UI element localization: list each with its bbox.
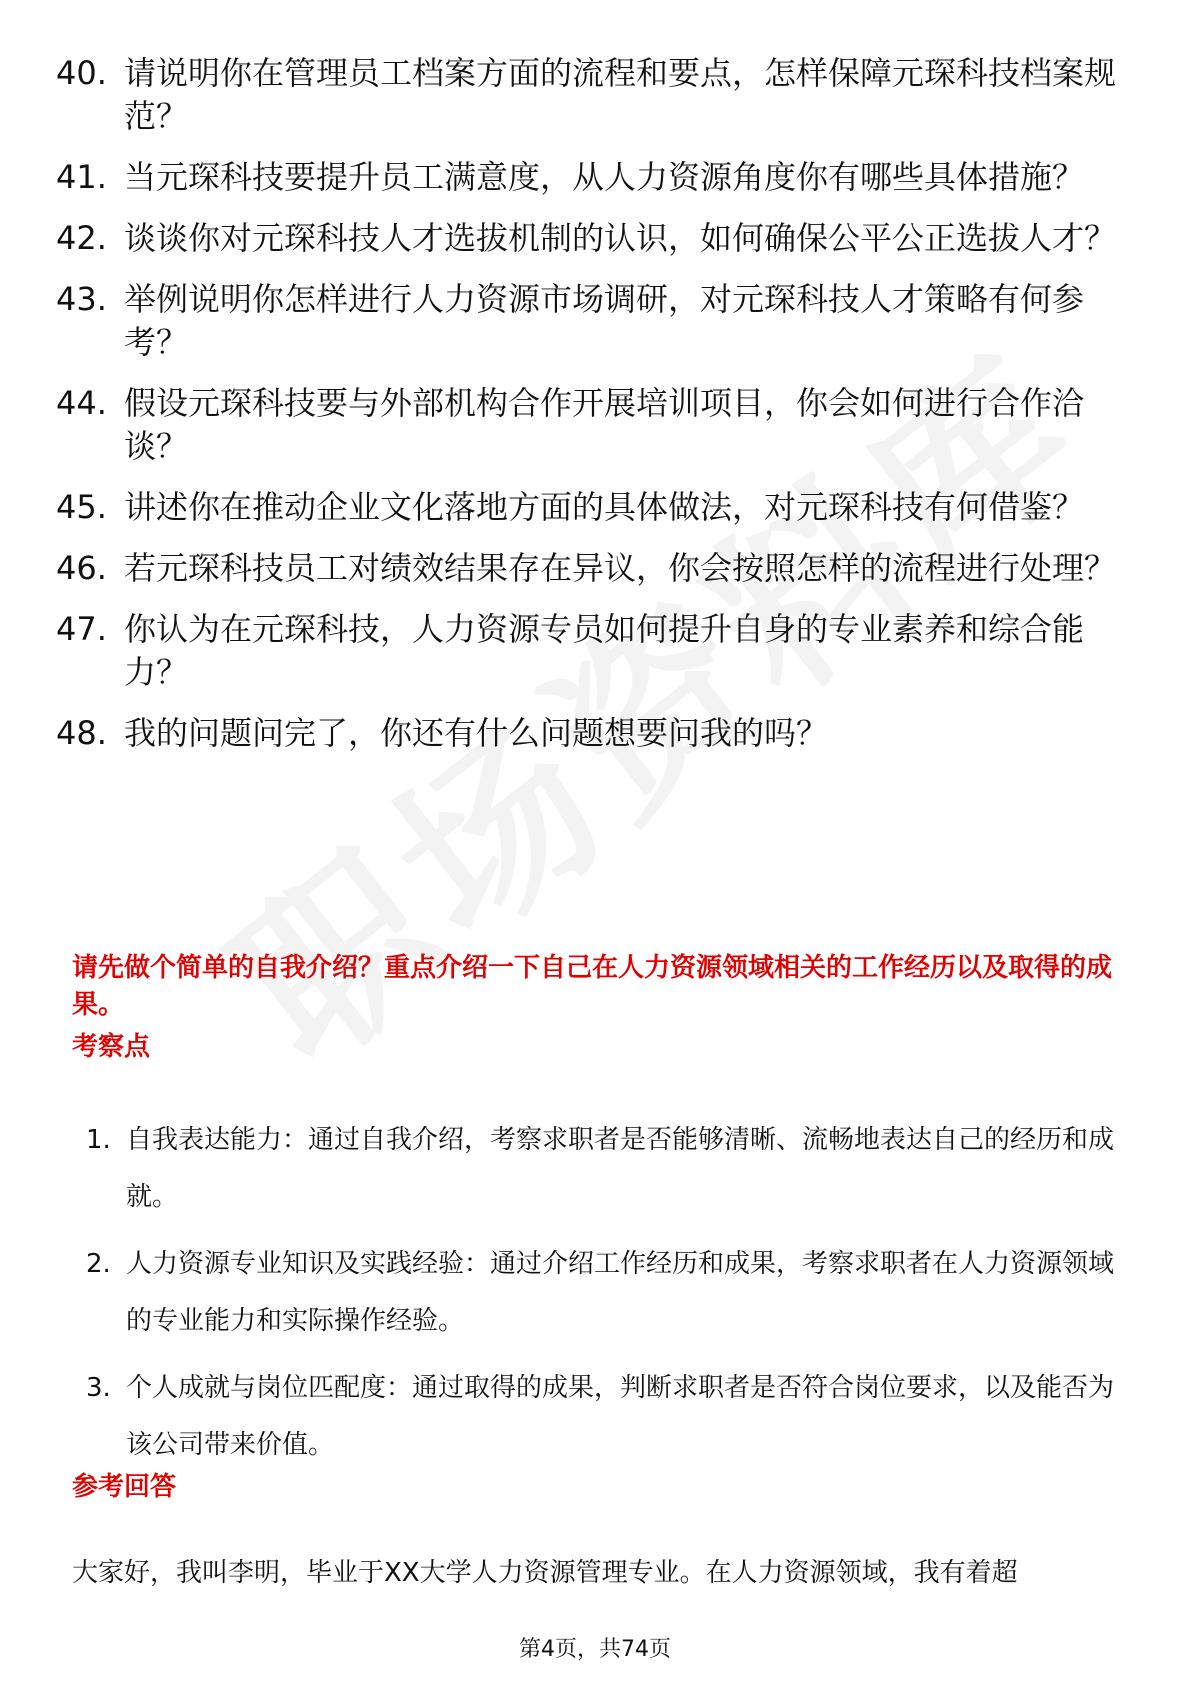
question-text: 当元琛科技要提升员工满意度，从人力资源角度你有哪些具体措施？	[124, 158, 1085, 196]
question-number: 41.	[56, 158, 107, 196]
list-item	[56, 486, 1126, 529]
question-text: 举例说明你怎样进行人力资源市场调研，对元琛科技人才策略有何参考？	[124, 280, 1085, 361]
list-item	[56, 278, 1126, 364]
list-item	[86, 1360, 1126, 1474]
question-number: 46.	[56, 549, 107, 587]
section-title-answer: 参考回答	[72, 1472, 177, 1502]
point-number: 3.	[86, 1373, 111, 1403]
question-list	[56, 52, 1126, 773]
question-text: 讲述你在推动企业文化落地方面的具体做法，对元琛科技有何借鉴？	[124, 488, 1085, 526]
point-number: 1.	[86, 1125, 111, 1155]
question-number: 42.	[56, 219, 107, 257]
list-item	[56, 217, 1126, 260]
question-text: 我的问题问完了，你还有什么问题想要问我的吗？	[124, 714, 829, 752]
section-title-points: 考察点	[72, 1032, 151, 1062]
list-item	[56, 156, 1126, 199]
list-item	[56, 547, 1126, 590]
page-footer: 第4页，共74页	[519, 1637, 671, 1662]
list-item	[86, 1236, 1126, 1350]
question-text: 谈谈你对元琛科技人才选拔机制的认识，如何确保公平公正选拔人才？	[124, 219, 1117, 257]
highlight-question: 请先做个简单的自我介绍？重点介绍一下自己在人力资源领域相关的工作经历以及取得的成果。	[72, 953, 1113, 1020]
question-number: 43.	[56, 280, 107, 318]
point-text: 个人成就与岗位匹配度：通过取得的成果，判断求职者是否符合岗位要求，以及能否为该公司带来价值。	[126, 1373, 1115, 1460]
question-number: 47.	[56, 610, 107, 648]
question-number: 48.	[56, 714, 107, 752]
point-text: 人力资源专业知识及实践经验：通过介绍工作经历和成果，考察求职者在人力资源领域的专业能力和实际操作经验。	[126, 1249, 1115, 1336]
list-item	[86, 1112, 1126, 1226]
question-text: 你认为在元琛科技，人力资源专员如何提升自身的专业素养和综合能力？	[124, 610, 1085, 691]
point-number: 2.	[86, 1249, 111, 1279]
list-item	[56, 382, 1126, 468]
list-item	[56, 608, 1126, 694]
question-text: 假设元琛科技要与外部机构合作开展培训项目，你会如何进行合作洽谈？	[124, 384, 1085, 465]
question-number: 40.	[56, 54, 107, 92]
list-item	[56, 52, 1126, 138]
answer-paragraph: 大家好，我叫李明，毕业于XX大学人力资源管理专业。在人力资源领域，我有着超	[72, 1558, 1018, 1588]
question-number: 45.	[56, 488, 107, 526]
points-list	[86, 1112, 1126, 1484]
question-text: 请说明你在管理员工档案方面的流程和要点，怎样保障元琛科技档案规范？	[124, 54, 1117, 135]
question-number: 44.	[56, 384, 107, 422]
list-item	[56, 712, 1126, 755]
question-text: 若元琛科技员工对绩效结果存在异议，你会按照怎样的流程进行处理？	[124, 549, 1117, 587]
point-text: 自我表达能力：通过自我介绍，考察求职者是否能够清晰、流畅地表达自己的经历和成就。	[126, 1125, 1115, 1212]
